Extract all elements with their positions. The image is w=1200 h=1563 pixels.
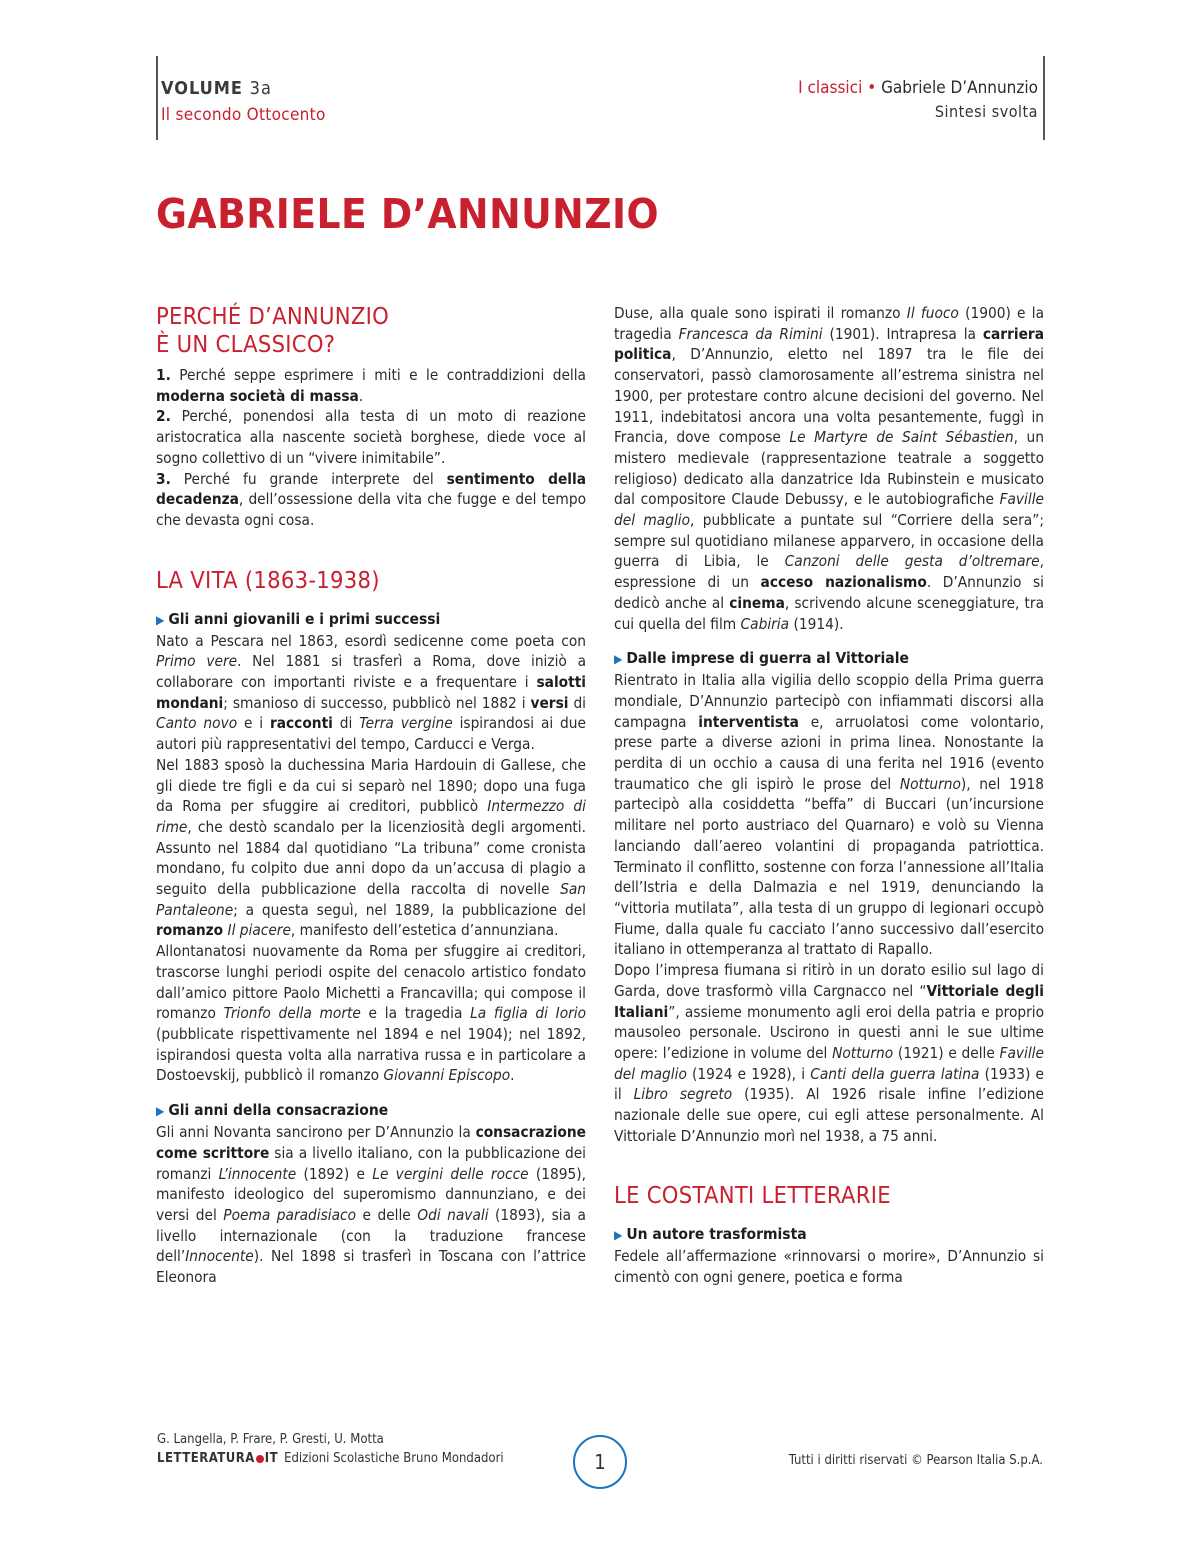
header-left xyxy=(161,78,326,125)
header-right-rule xyxy=(1043,56,1045,140)
right-column xyxy=(614,303,1044,1288)
list-item: 2. Perché, ponendosi alla testa di un moto di reazione aristocratica alla nascente società borghese, diede voce al sogno collettivo di un “vivere inimitabile”. xyxy=(156,407,586,467)
why-heading: PERCHÉ D’ANNUNZIO È UN CLASSICO? xyxy=(156,304,390,358)
triangle-icon: ▶ xyxy=(614,1228,623,1243)
publisher-name: Edizioni Scolastiche Bruno Mondadori xyxy=(284,1451,504,1466)
list-item: 3. Perché fu grande interprete del sentimento della decadenza, dell’ossessione della vita che fugge e del tempo che devasta ogni cosa. xyxy=(156,469,586,529)
footer-authors: G. Langella, P. Frare, P. Gresti, U. Motta xyxy=(157,1432,384,1447)
publisher-logo: LETTERATURA IT xyxy=(157,1451,279,1466)
list-item: 1. Perché seppe esprimere i miti e le contraddizioni della moderna società di massa. xyxy=(156,366,586,405)
doc-type-label: Sintesi svolta xyxy=(934,102,1038,121)
volume-label: VOLUME 3a xyxy=(161,78,272,99)
triangle-icon: ▶ xyxy=(156,612,165,627)
paragraph: Fedele all’affermazione «rinnovarsi o morire», D’Annunzio si cimentò con ogni genere, poetica e forma xyxy=(614,1247,1044,1287)
footer-left xyxy=(157,1432,504,1466)
subheading-guerra: ▶ Dalle imprese di guerra al Vittoriale xyxy=(614,649,909,668)
left-column xyxy=(156,303,586,1288)
paragraph: Dopo l’impresa fiumana si ritirò in un dorato esilio sul lago di Garda, dove trasformò villa Cargnacco nel “Vittoriale degli Italiani”, assieme monumento agli eroi della patria e proprio mausoleo personale. Uscirono in questi anni le sue ultime opere: l’edizione in volume del Notturno (1921) e delle Faville del maglio (1924 e 1928), i Canti della guerra latina (1933) e il Libro segreto (1935). Al 1926 risale infine l’edizione nazionale delle sue opere, cui egli attese personalmente. Al Vittoriale D’Annunzio morì nel 1938, a 75 anni. xyxy=(614,961,1044,1145)
volume-number: 3a xyxy=(249,78,272,99)
paragraph: Nato a Pescara nel 1863, esordì sedicenne come poeta con Primo vere. Nel 1881 si trasferì a Roma, dove iniziò a collaborare con importanti riviste e a frequentare i salotti mondani; smanioso di successo, pubblicò nel 1882 i versi di Canto novo e i racconti di Terra vergine ispirandosi ai due autori più rappresentativi del tempo, Carducci e Verga. xyxy=(156,631,587,754)
costanti-heading: LE COSTANTI LETTERARIE xyxy=(614,1183,891,1210)
footer-rights: Tutti i diritti riservati © Pearson Italia S.p.A. xyxy=(788,1453,1043,1468)
subheading-trasformista: ▶ Un autore trasformista xyxy=(614,1225,807,1244)
author-label: Gabriele D’Annunzio xyxy=(881,78,1038,98)
paragraph: Rientrato in Italia alla vigilia dello scoppio della Prima guerra mondiale, D’Annunzio partecipò con infiammati discorsi alla campagna interventista e, arruolatosi come volontario, prese parte a diverse azioni in prima linea. Nonostante la perdita di un occhio a causa di una ferita nel 1916 (evento traumatico che gli ispirò le prose del Notturno), nel 1918 partecipò alla cosiddetta “beffa” di Buccari (un’incursione militare nel porto austriaco del Quarnaro) e volò su Vienna lanciando dall’aereo volantini di propaganda patriottica. Terminato il conflitto, sostenne con forza l’annessione all’Italia dell’Istria e della Dalmazia e nel 1919, denunciando la “vittoria mutilata”, alla testa di un gruppo di legionari occupò Fiume, dalla quale fu cacciato l’anno successivo dall’esercito italiano in ottemperanza al trattato di Rapallo. xyxy=(614,671,1044,959)
separator-bullet: • xyxy=(867,78,877,98)
page-title: GABRIELE D’ANNUNZIO xyxy=(156,190,660,238)
paragraph: Allontanatosi nuovamente da Roma per sfuggire ai creditori, trascorse lunghi periodi ospite del cenacolo artistico fondato dall’amico pittore Paolo Michetti a Francavilla; qui compose il romanzo Trionfo della morte e la tragedia La figlia di Iorio (pubblicate rispettivamente nel 1894 e nel 1904); nel 1892, ispirandosi questa volta alla narrativa russa e in particolare a Dostoevskij, pubblicò il romanzo Giovanni Episcopo. xyxy=(156,942,587,1085)
section-label: I classici xyxy=(798,78,863,98)
triangle-icon: ▶ xyxy=(614,652,623,667)
subheading-consacrazione: ▶ Gli anni della consacrazione xyxy=(156,1101,389,1120)
header-left-rule xyxy=(156,56,158,140)
period-label: Il secondo Ottocento xyxy=(161,105,326,125)
why-list xyxy=(156,365,586,531)
subheading-giovanili: ▶ Gli anni giovanili e i primi successi xyxy=(156,609,441,628)
page-number: 1 xyxy=(573,1435,627,1489)
vita-heading: LA VITA (1863-1938) xyxy=(156,567,380,594)
header-right xyxy=(798,78,1038,121)
paragraph: Gli anni Novanta sancirono per D’Annunzio la consacrazione come scrittore sia a livello italiano, con la pubblicazione dei romanzi L’innocente (1892) e Le vergini delle rocce (1895), manifesto ideologico del superomismo dannunziano, e dei versi del Poema paradisiaco e delle Odi navali (1893), sia a livello internazionale (con la traduzione francese dell’Innocente). Nel 1898 si trasferì in Toscana con l’attrice Eleonora xyxy=(156,1123,587,1287)
paragraph: Duse, alla quale sono ispirati il romanzo Il fuoco (1900) e la tragedia Francesca da Rimini (1901). Intrapresa la carriera politica, D’Annunzio, eletto nel 1897 tra le file dei conservatori, passò clamorosamente all’estrema sinistra nel 1900, per protestare contro alcune decisioni del governo. Nel 1911, indebitatosi ancora una volta pesantemente, fuggì in Francia, dove compose Le Martyre de Saint Sébastien, un mistero medievale (rappresentazione teatrale a soggetto religioso) dedicato alla danzatrice Ida Rubinstein e musicato dal compositore Claude Debussy, e le autobiografiche Faville del maglio, pubblicate a puntate sul “Corriere della sera”; sempre sul quotidiano milanese apparvero, in occasione della guerra di Libia, le Canzoni delle gesta d’oltremare, espressione di un acceso nazionalismo. D’Annunzio si dedicò anche al cinema, scrivendo alcune sceneggiature, tra cui quella del film Cabiria (1914). xyxy=(614,304,1045,633)
paragraph: Nel 1883 sposò la duchessina Maria Hardouin di Gallese, che gli diede tre figli e da cui si separò nel 1890; dopo una fuga da Roma per sfuggire ai creditori, pubblicò Intermezzo di rime, che destò scandalo per la licenziosità degli argomenti. Assunto nel 1884 dal quotidiano “La tribuna” come cronista mondano, fu colpito due anni dopo da un’accusa di plagio a seguito della pubblicazione della raccolta di novelle San Pantaleone; a questa seguì, nel 1889, la pubblicazione del romanzo Il piacere, manifesto dell’estetica d’annunziana. xyxy=(156,755,586,940)
triangle-icon: ▶ xyxy=(156,1104,165,1119)
